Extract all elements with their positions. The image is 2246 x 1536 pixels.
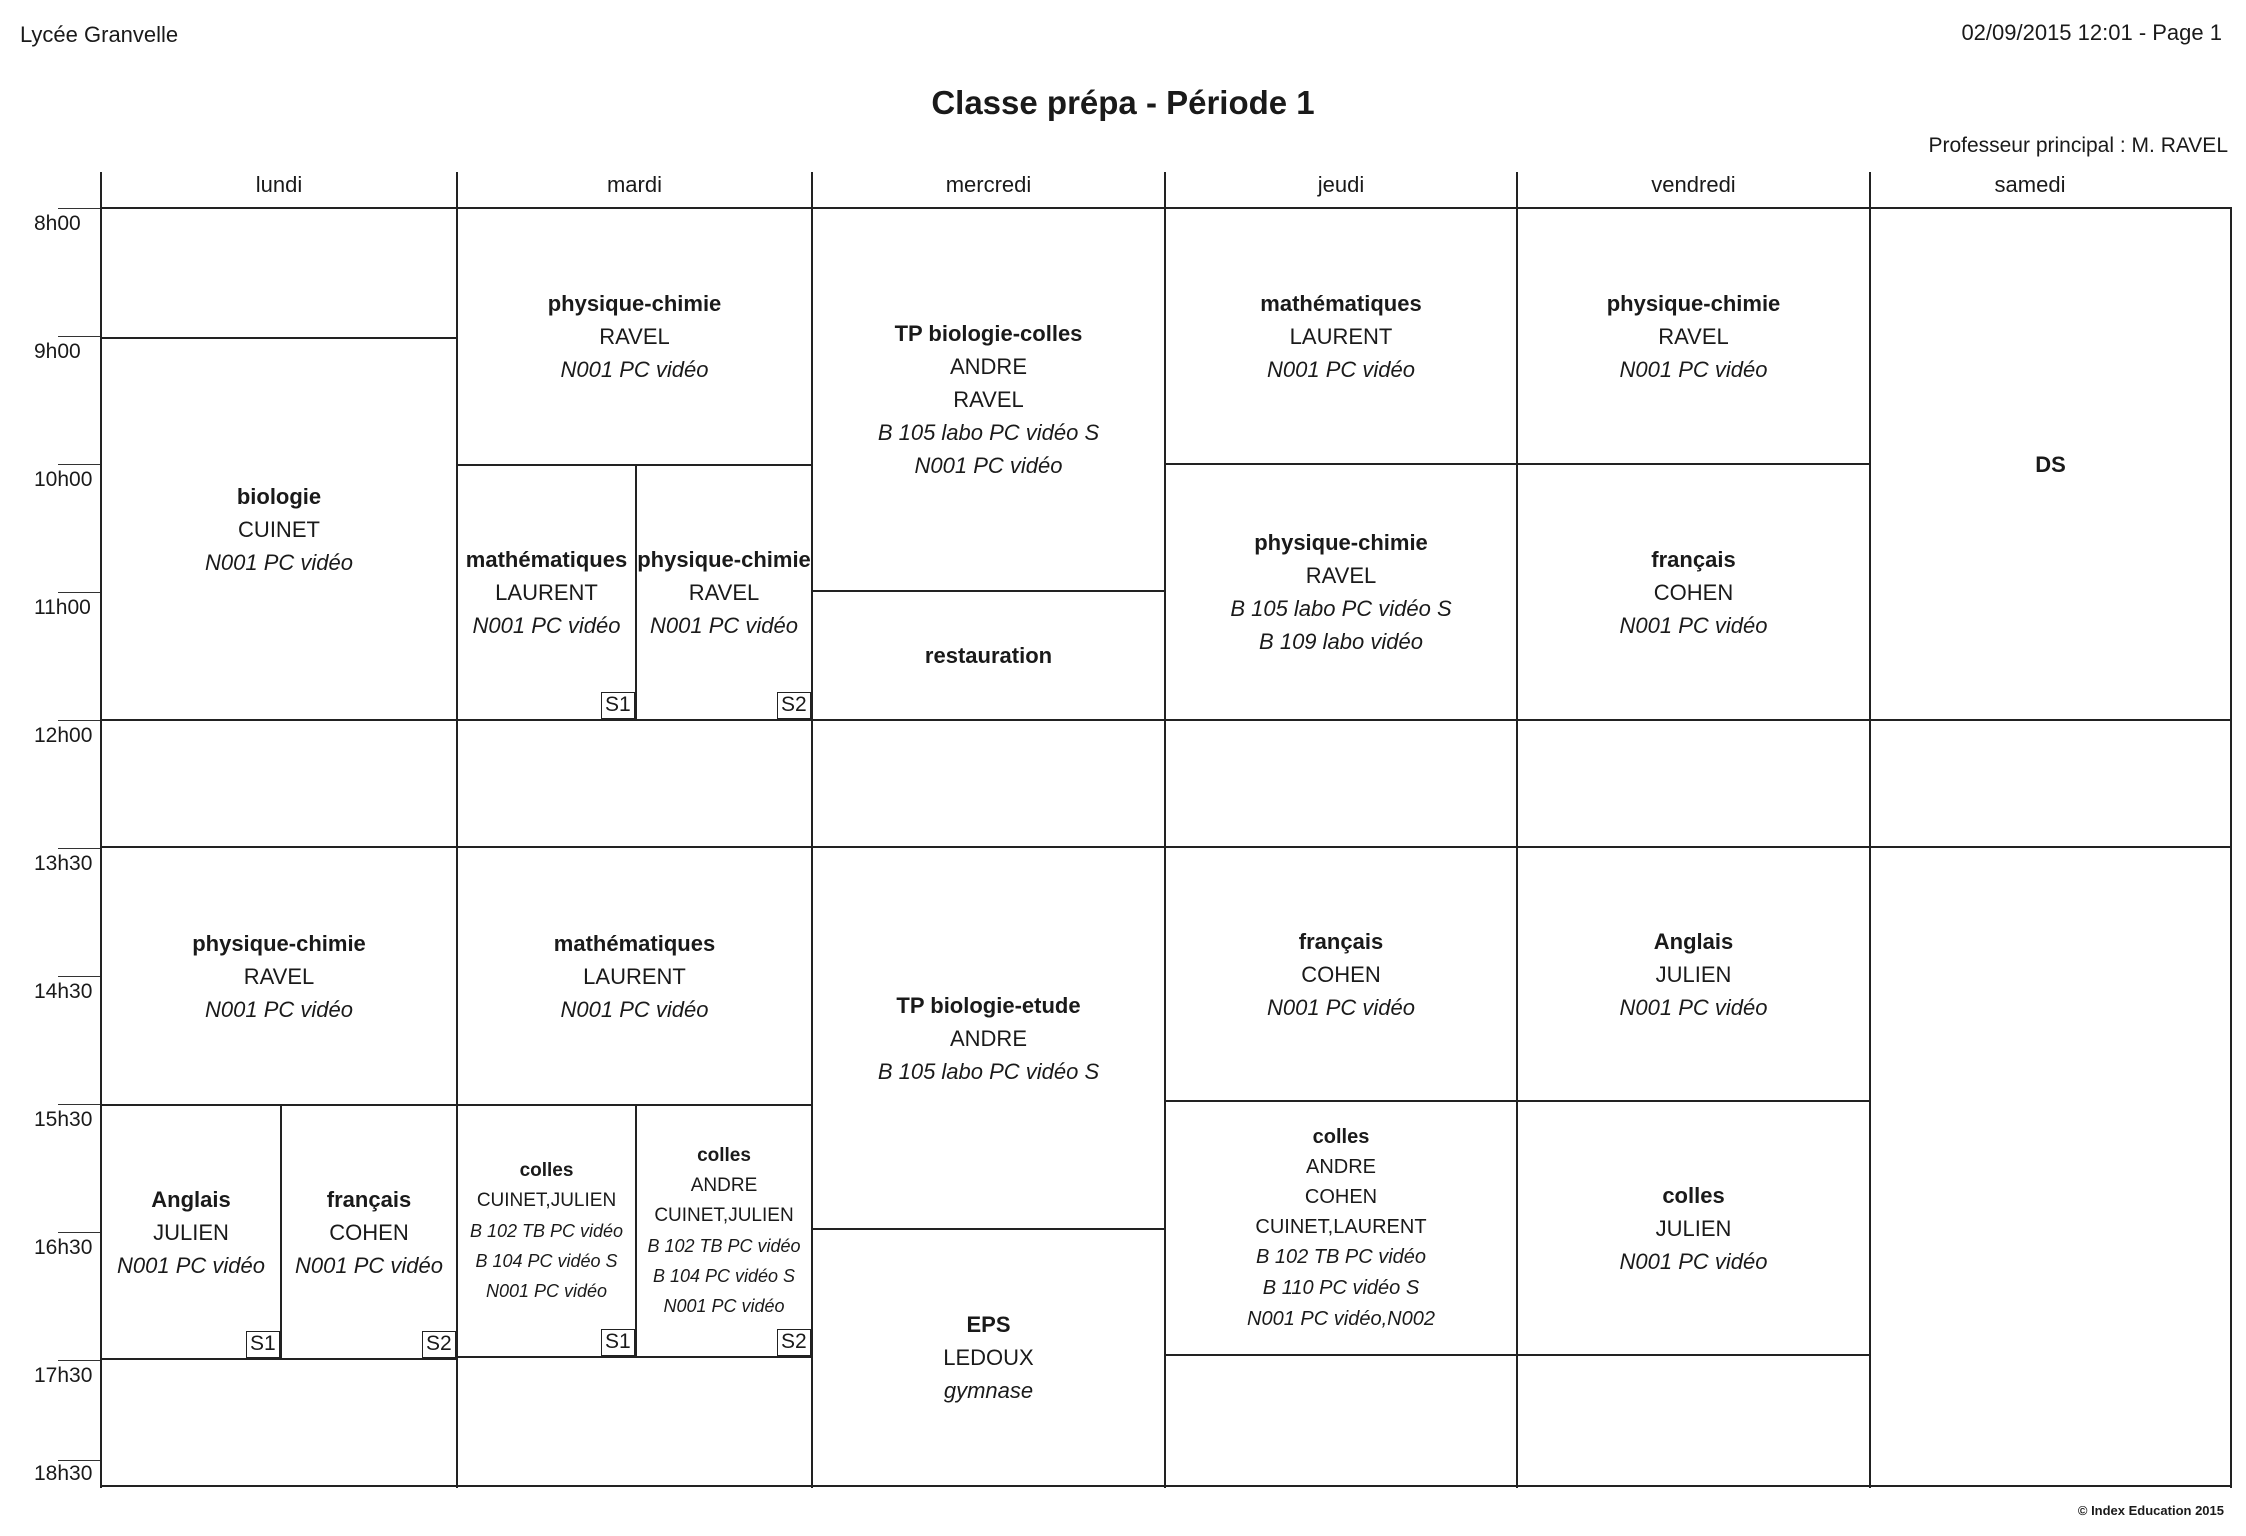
time-label: 14h30: [34, 980, 93, 1003]
lesson-room: B 104 PC vidéo S: [475, 1251, 618, 1271]
lesson-teacher: JULIEN: [153, 1219, 229, 1245]
day-header-lundi: lundi: [255, 172, 303, 197]
lesson-room: N001 PC vidéo: [295, 1252, 443, 1278]
lesson-cell[interactable]: [102, 339, 456, 719]
lesson-room: B 102 TB PC vidéo: [647, 1236, 801, 1256]
lesson-room: N001 PC vidéo: [205, 549, 353, 575]
time-label: 10h00: [34, 468, 93, 491]
lesson-room: N001 PC vidéo,N002: [1247, 1307, 1435, 1330]
time-label: 9h00: [34, 340, 81, 363]
time-label: 13h30: [34, 852, 93, 875]
lesson-subject: EPS: [966, 1312, 1011, 1337]
lesson-subject: DS: [2035, 451, 2066, 477]
lesson-subject: français: [326, 1186, 412, 1212]
lesson-subject: français: [1651, 546, 1736, 572]
grid-line: [100, 1485, 2232, 1487]
lesson-teacher: ANDRE: [1305, 1155, 1376, 1178]
lesson-subject: mathématiques: [465, 547, 628, 572]
lesson-cell[interactable]: [1518, 1102, 1869, 1354]
main-teacher: Professeur principal : M. RAVEL: [1928, 134, 2228, 157]
time-label: 17h30: [34, 1364, 93, 1387]
lesson-room: B 104 PC vidéo S: [652, 1266, 796, 1286]
lesson-cell[interactable]: [102, 1106, 280, 1358]
lesson-teacher: LAURENT: [495, 580, 598, 605]
lesson-subject: TP biologie-etude: [896, 992, 1081, 1018]
hour-tick: [58, 1460, 100, 1461]
lesson-teacher: JULIEN: [1655, 961, 1732, 987]
lesson-teacher: LAURENT: [1289, 323, 1393, 349]
lesson-teacher: JULIEN: [1655, 1215, 1732, 1241]
lesson-cell[interactable]: [1518, 209, 1869, 463]
group-badge: S1: [601, 1329, 635, 1356]
lesson-subject: colles: [697, 1145, 751, 1166]
hour-tick: [58, 464, 100, 465]
lesson-teacher: ANDRE: [949, 354, 1027, 379]
group-badge: S2: [777, 1329, 811, 1356]
lesson-teacher: RAVEL: [1658, 323, 1729, 349]
lesson-cell[interactable]: [1518, 465, 1869, 719]
lesson-teacher: RAVEL: [1305, 563, 1377, 588]
lesson-teacher: ANDRE: [949, 1025, 1027, 1051]
lesson-cell[interactable]: [813, 592, 1164, 719]
group-badge: S1: [601, 692, 635, 719]
lesson-subject: physique-chimie: [547, 291, 722, 316]
grid-line: [2230, 208, 2232, 1488]
lesson-cell[interactable]: [813, 1230, 1164, 1485]
time-label: 8h00: [34, 212, 81, 235]
day-header-mercredi: mercredi: [945, 172, 1032, 197]
lesson-subject: colles: [1662, 1182, 1725, 1208]
lesson-cell[interactable]: [1166, 209, 1516, 463]
lesson-teacher: COHEN: [1653, 579, 1734, 605]
lesson-teacher: LAURENT: [583, 963, 686, 989]
lesson-room: N001 PC vidéo: [1619, 356, 1768, 382]
lesson-room: B 105 labo PC vidéo S: [877, 420, 1100, 445]
lesson-room: N001 PC vidéo: [472, 613, 621, 638]
time-label: 15h30: [34, 1108, 93, 1131]
lesson-cell[interactable]: [1166, 1102, 1516, 1354]
lesson-room: N001 PC vidéo: [560, 357, 709, 382]
lesson-subject: mathématiques: [553, 930, 716, 956]
lesson-room: N001 PC vidéo: [1267, 994, 1415, 1020]
lesson-cell[interactable]: [1166, 848, 1516, 1100]
lesson-subject: TP biologie-colles: [894, 321, 1083, 346]
lesson-teacher: COHEN: [1304, 1185, 1378, 1208]
lesson-room: N001 PC vidéo: [560, 996, 709, 1022]
hour-tick: [58, 208, 100, 209]
print-date-page: 02/09/2015 12:01 - Page 1: [1961, 20, 2222, 45]
lesson-room: B 105 labo PC vidéo S: [877, 1058, 1100, 1084]
lesson-cell[interactable]: [458, 1106, 635, 1356]
time-label: 18h30: [34, 1462, 93, 1485]
lesson-subject: physique-chimie: [192, 930, 366, 956]
grid-line: [456, 1356, 812, 1358]
lesson-room: N001 PC vidéo: [1267, 356, 1415, 382]
lesson-cell[interactable]: [282, 1106, 456, 1358]
lesson-room: N001 PC vidéo: [1619, 994, 1768, 1020]
lesson-subject: physique-chimie: [637, 547, 811, 572]
grid-line: [100, 1358, 457, 1360]
lesson-room: N001 PC vidéo: [1619, 1248, 1768, 1274]
lesson-cell[interactable]: [637, 1106, 811, 1356]
group-badge: S1: [246, 1331, 280, 1358]
lesson-subject: français: [1298, 928, 1384, 954]
lesson-room: B 102 TB PC vidéo: [1255, 1245, 1427, 1268]
lesson-room: gymnase: [943, 1378, 1034, 1403]
lesson-room: N001 PC vidéo: [914, 453, 1063, 478]
lesson-cell[interactable]: [458, 466, 635, 719]
lesson-cell[interactable]: [458, 209, 811, 464]
lesson-teacher: CUINET: [238, 516, 320, 542]
lesson-teacher: COHEN: [329, 1219, 409, 1245]
lesson-teacher: RAVEL: [953, 387, 1024, 412]
lesson-room: N001 PC vidéo: [117, 1252, 265, 1278]
lesson-subject: physique-chimie: [1606, 290, 1781, 316]
lesson-cell[interactable]: [458, 848, 811, 1104]
day-header-mardi: mardi: [606, 172, 662, 197]
lesson-room: N001 PC vidéo: [205, 996, 353, 1022]
grid-line: [100, 719, 2232, 721]
school-name: Lycée Granvelle: [20, 22, 179, 47]
lesson-teacher: CUINET,JULIEN: [654, 1205, 794, 1226]
lesson-cell[interactable]: [1166, 465, 1516, 719]
lesson-teacher: LEDOUX: [943, 1345, 1034, 1370]
day-header-jeudi: jeudi: [1317, 172, 1365, 197]
hour-tick: [58, 1104, 100, 1105]
lesson-cell[interactable]: [1871, 209, 2230, 719]
lesson-room: N001 PC vidéo: [1619, 612, 1768, 638]
lesson-cell[interactable]: [102, 848, 456, 1104]
hour-tick: [58, 592, 100, 593]
lesson-room: B 109 labo vidéo: [1259, 629, 1423, 654]
hour-tick: [58, 976, 100, 977]
lesson-subject: restauration: [924, 643, 1053, 668]
hour-tick: [58, 1360, 100, 1361]
lesson-teacher: CUINET,JULIEN: [476, 1190, 617, 1211]
lesson-subject: colles: [1312, 1125, 1370, 1148]
lesson-cell[interactable]: [813, 209, 1164, 590]
hour-tick: [58, 720, 100, 721]
lesson-subject: biologie: [236, 483, 322, 509]
copyright: © Index Education 2015: [2077, 1503, 2224, 1518]
lesson-subject: colles: [519, 1160, 574, 1181]
lesson-teacher: RAVEL: [243, 963, 315, 989]
lesson-subject: mathématiques: [1260, 290, 1422, 316]
time-label: 12h00: [34, 724, 93, 747]
lesson-room: N001 PC vidéo: [650, 613, 798, 638]
lesson-cell[interactable]: [637, 466, 811, 719]
day-header-samedi: samedi: [1994, 172, 2066, 197]
lesson-teacher: RAVEL: [599, 324, 670, 349]
grid-line: [1164, 1354, 1870, 1356]
lesson-subject: physique-chimie: [1254, 530, 1428, 555]
lesson-teacher: CUINET,LAURENT: [1255, 1215, 1427, 1238]
lesson-room: B 105 labo PC vidéo S: [1230, 596, 1452, 621]
lesson-room: N001 PC vidéo: [485, 1281, 608, 1301]
lesson-subject: Anglais: [151, 1186, 231, 1212]
page-title: Classe prépa - Période 1: [931, 84, 1315, 121]
lesson-room: N001 PC vidéo: [663, 1296, 785, 1316]
hour-tick: [58, 336, 100, 337]
lesson-teacher: COHEN: [1301, 961, 1381, 987]
time-label: 11h00: [34, 596, 91, 619]
lesson-teacher: RAVEL: [688, 580, 760, 605]
lesson-room: B 110 PC vidéo S: [1262, 1276, 1420, 1299]
group-badge: S2: [777, 692, 811, 719]
day-header-vendredi: vendredi: [1651, 172, 1736, 197]
lesson-subject: Anglais: [1653, 928, 1734, 954]
lesson-cell[interactable]: [1518, 848, 1869, 1100]
time-label: 16h30: [34, 1236, 93, 1259]
group-badge: S2: [422, 1331, 456, 1358]
hour-tick: [58, 848, 100, 849]
lesson-teacher: ANDRE: [690, 1175, 758, 1196]
hour-tick: [58, 1232, 100, 1233]
lesson-cell[interactable]: [813, 848, 1164, 1228]
lesson-room: B 102 TB PC vidéo: [469, 1221, 624, 1241]
